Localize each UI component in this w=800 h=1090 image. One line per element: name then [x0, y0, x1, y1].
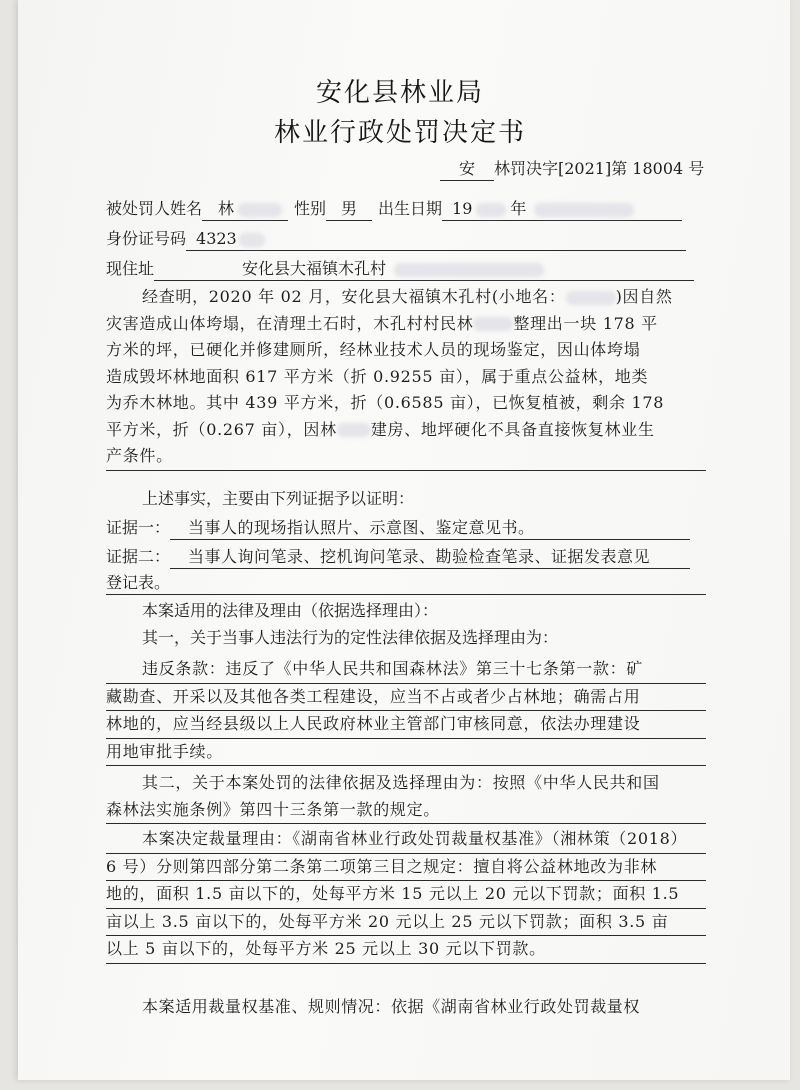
evidence-text: 当事人询问笔录、挖机询问笔录、勘验检查笔录、证据发表意见: [170, 546, 690, 569]
document-title: 林业行政处罚决定书: [273, 118, 526, 148]
violation-line: 林地的，应当经县级以上人民政府林业主管部门审核同意，依法办理建设: [106, 711, 706, 739]
violation-line: 藏勘查、开采以及其他各类工程建设，应当不占或者少占林地；确需占用: [106, 684, 706, 712]
address-label: 现住址: [106, 259, 155, 278]
ruling-paragraph: [106, 826, 706, 964]
facts-line: 产条件。: [106, 443, 706, 471]
violation-line: 违反条款：违反了《中华人民共和国森林法》第三十七条第一款：矿: [106, 656, 706, 684]
facts-text: 建房、地坪硬化不具备直接恢复林业生: [370, 419, 655, 439]
id-row: [106, 228, 686, 251]
id-text: 4323: [196, 229, 237, 248]
birth-label: 出生日期: [378, 199, 443, 218]
second-basis-paragraph: [106, 770, 706, 824]
facts-line: 造成毁坏林地面积 617 平方米（折 0.9255 亩），属于重点公益林，地类: [106, 366, 649, 386]
ruling-line: 6 号）分则第四部分第二条第二项第三目之规定：擅自将公益林地改为非林: [106, 854, 706, 882]
violation-line: 用地审批手续。: [106, 739, 706, 767]
redaction-mark: [473, 317, 513, 331]
redaction-mark: [534, 203, 634, 217]
evidence-cont: 登记表。: [106, 572, 706, 595]
ruling-line: 以上 5 亩以下的，处每平方米 25 元以上 30 元以下罚款。: [106, 936, 706, 964]
violation-paragraph: [106, 656, 706, 766]
facts-text: 平方米，折（0.267 亩），因林: [106, 419, 337, 439]
agency-heading: 安化县林业局: [315, 78, 484, 108]
doc-number-text: 林罚决字[2021]第 18004 号: [494, 159, 705, 178]
standard-line: 本案适用裁量权基准、规则情况：依据《湖南省林业行政处罚裁量权: [142, 997, 641, 1016]
birth-year-suffix: 年: [510, 199, 527, 218]
evidence-text: 当事人的现场指认照片、示意图、鉴定意见书。: [170, 517, 690, 540]
facts-text: )因自然: [615, 287, 673, 306]
name-label: 被处罚人姓名: [106, 199, 203, 218]
evidence-item-1: [106, 517, 690, 540]
facts-line: [106, 311, 706, 338]
facts-line: 方米的坪，已硬化并修建厕所，经林业技术人员的现场鉴定，因山体垮塌: [106, 340, 641, 359]
second-basis-line: 森林法实施条例》第四十三条第一款的规定。: [106, 797, 706, 825]
id-value: [186, 228, 686, 251]
address-value: [154, 258, 694, 281]
doc-prefix: 安: [440, 158, 494, 181]
facts-line: 为乔木林地。其中 439 平方米，折（0.6585 亩），已恢复植被，剩余 178: [106, 393, 665, 412]
party-name-row: [106, 198, 682, 221]
ruling-line: 地的，面积 1.5 亩以下的，处每平方米 15 元以上 20 元以下罚款；面积 1.5: [106, 881, 706, 909]
redaction-mark: [337, 423, 371, 437]
birth-text: 19: [452, 199, 473, 218]
redaction-mark: [394, 263, 544, 277]
name-text: 林: [218, 199, 235, 218]
evidence-intro: 上述事实，主要由下列证据予以证明：: [142, 489, 415, 508]
gender-label: 性别: [294, 199, 327, 218]
redaction-mark: [238, 203, 282, 217]
evidence-label: 证据二：: [106, 547, 171, 566]
id-label: 身份证号码: [106, 229, 187, 248]
gender-value: 男: [326, 198, 372, 221]
law-intro: 本案适用的法律及理由（依据选择理由）：: [142, 601, 439, 620]
redaction-mark: [239, 233, 265, 247]
redaction-mark: [566, 291, 616, 305]
evidence-label: 证据一：: [106, 518, 171, 537]
birth-value: [442, 198, 682, 221]
redaction-mark: [476, 203, 506, 217]
law-first: 其一，关于当事人违法行为的定性法律依据及选择理由为：: [142, 628, 559, 647]
address-row: [106, 258, 694, 281]
address-text: 安化县大福镇木孔村: [242, 259, 387, 278]
facts-text: 整理出一块 178 平: [513, 313, 658, 333]
facts-line: [106, 417, 706, 444]
facts-text: 经查明，2020 年 02 月，安化县大福镇木孔村(小地名：: [142, 287, 566, 306]
ruling-line: 亩以上 3.5 亩以下的，处每平方米 20 元以上 25 元以下罚款；面积 3.5 亩: [106, 909, 706, 937]
evidence-item-2: [106, 546, 690, 569]
name-value: [202, 198, 288, 221]
ruling-line: 本案决定裁量理由：《湖南省林业行政处罚裁量权基准》（湘林策（2018）: [106, 826, 706, 854]
facts-line: [106, 284, 706, 311]
second-basis-line: 其二，关于本案处罚的法律依据及选择理由为：按照《中华人民共和国: [142, 773, 660, 792]
facts-paragraph: [106, 284, 706, 471]
facts-text: 灾害造成山体垮塌，在清理土石时，木孔村村民林: [106, 313, 474, 333]
document-number: [440, 158, 704, 181]
